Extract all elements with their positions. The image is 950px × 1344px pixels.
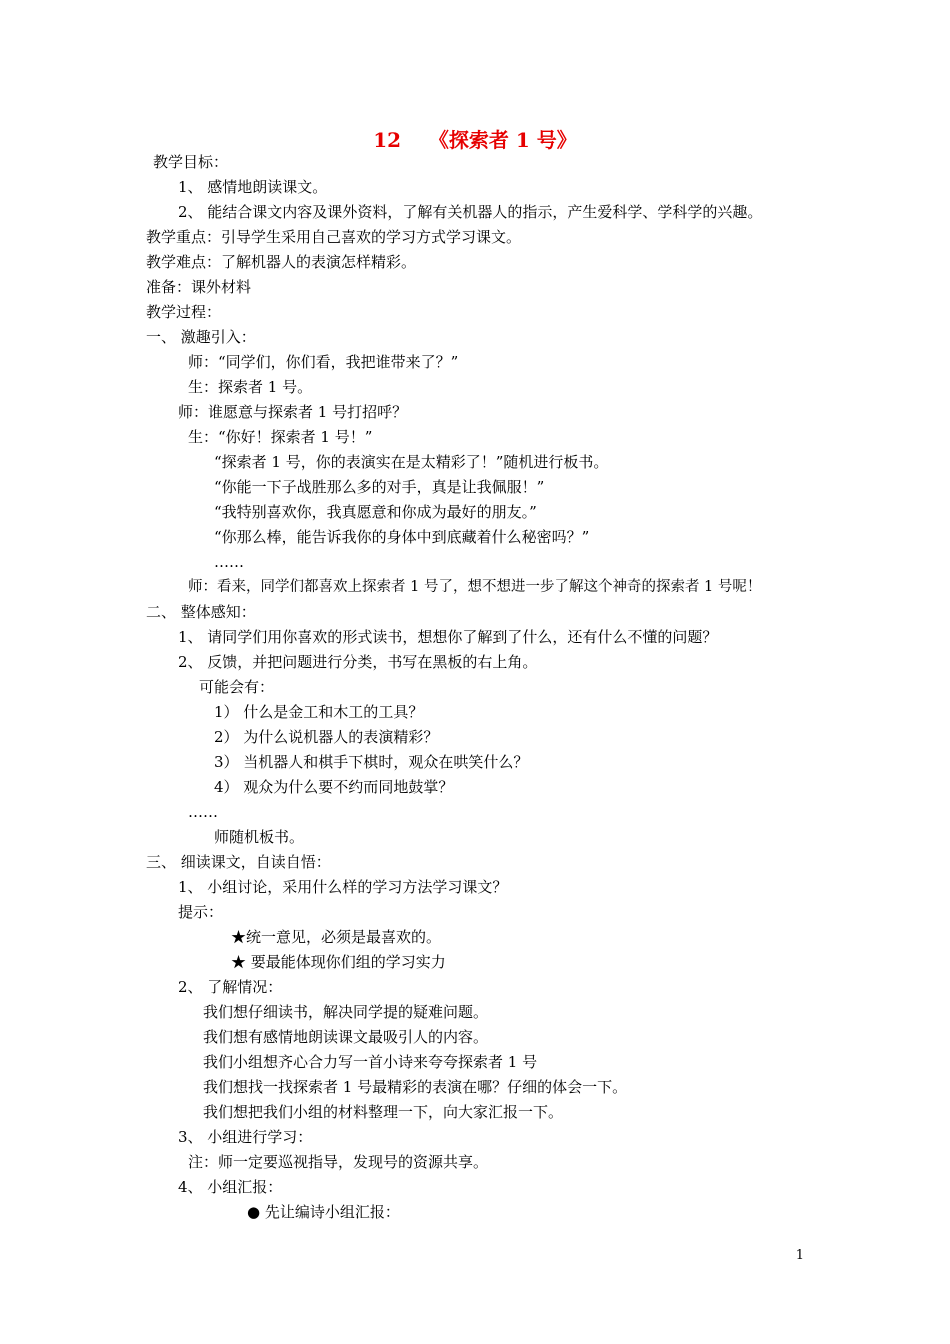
text-line: 教学重点：引导学生采用自己喜欢的学习方式学习课文。 — [146, 228, 522, 246]
star-bullet-item: ★统一意见，必须是最喜欢的。 — [231, 928, 442, 946]
page-number: 1 — [795, 1248, 804, 1263]
text-line: 1、 小组讨论，采用什么样的学习方法学习课文？ — [178, 878, 508, 896]
text-line: 师：“同学们，你们看，我把谁带来了？” — [188, 353, 459, 371]
ellipsis: …… — [214, 553, 244, 571]
text-line: 生：探索者 1 号。 — [188, 378, 313, 396]
text-line: 2、 反馈，并把问题进行分类，书写在黑板的右上角。 — [178, 653, 538, 671]
text-line: 教学难点：了解机器人的表演怎样精彩。 — [146, 253, 417, 271]
text-line: 师：看来，同学们都喜欢上探索者 1 号了，想不想进一步了解这个神奇的探索者 1 号呢！ — [188, 579, 762, 595]
text-line: 提示： — [178, 903, 224, 921]
text-line: 1、 请同学们用你喜欢的形式读书，想想你了解到了什么，还有什么不懂的问题？ — [178, 628, 718, 646]
text-line: 准备：课外材料 — [146, 278, 252, 296]
text-line: 我们小组想齐心合力写一首小诗来夸夸探索者 1 号 — [203, 1053, 538, 1071]
dot-bullet-item: ● 先让编诗小组汇报： — [247, 1203, 400, 1221]
text-line: 我们想把我们小组的材料整理一下，向大家汇报一下。 — [203, 1103, 564, 1121]
text-line: 师随机板书。 — [214, 828, 305, 846]
text-line: “我特别喜欢你，我真愿意和你成为最好的朋友。” — [214, 503, 537, 521]
star-bullet-item: ★ 要最能体现你们组的学习实力 — [231, 953, 446, 971]
text-line: 可能会有： — [199, 678, 275, 696]
text-line: 我们想有感情地朗读课文最吸引人的内容。 — [203, 1028, 489, 1046]
text-line: 教学目标： — [153, 153, 229, 171]
document-title: 12 《探索者 1 号》 — [373, 128, 577, 152]
text-line: 生：“你好！探索者 1 号！” — [188, 428, 373, 446]
section-heading: 二、 整体感知： — [146, 603, 256, 621]
text-line: “探索者 1 号，你的表演实在是太精彩了！”随机进行板书。 — [214, 453, 609, 471]
section-heading: 三、 细读课文，自读自悟： — [146, 853, 331, 871]
ellipsis: …… — [188, 803, 218, 821]
list-item: 1） 什么是金工和木工的工具？ — [214, 703, 424, 721]
list-item: 2） 为什么说机器人的表演精彩？ — [214, 728, 439, 746]
text-line: 3、 小组进行学习： — [178, 1128, 313, 1146]
text-line: 师：谁愿意与探索者 1 号打招呼？ — [178, 403, 408, 421]
list-item: 4） 观众为什么要不约而同地鼓掌？ — [214, 778, 454, 796]
section-heading: 一、 激趣引入： — [146, 328, 256, 346]
text-line: 2、 能结合课文内容及课外资料，了解有关机器人的指示，产生爱科学、学科学的兴趣。 — [178, 203, 763, 221]
text-line: 1、 感情地朗读课文。 — [178, 178, 328, 196]
text-line: “你那么棒，能告诉我你的身体中到底藏着什么秘密吗？” — [214, 528, 590, 546]
text-line: 4、 小组汇报： — [178, 1178, 283, 1196]
list-item: 3） 当机器人和棋手下棋时，观众在哄笑什么？ — [214, 753, 529, 771]
text-line: “你能一下子战胜那么多的对手，真是让我佩服！” — [214, 478, 545, 496]
text-line: 注：师一定要巡视指导，发现号的资源共享。 — [188, 1153, 489, 1171]
text-line: 教学过程： — [146, 303, 222, 321]
text-line: 我们想找一找探索者 1 号最精彩的表演在哪？仔细的体会一下。 — [203, 1078, 628, 1096]
text-line: 我们想仔细读书，解决同学提的疑难问题。 — [203, 1003, 489, 1021]
text-line: 2、 了解情况： — [178, 978, 283, 996]
